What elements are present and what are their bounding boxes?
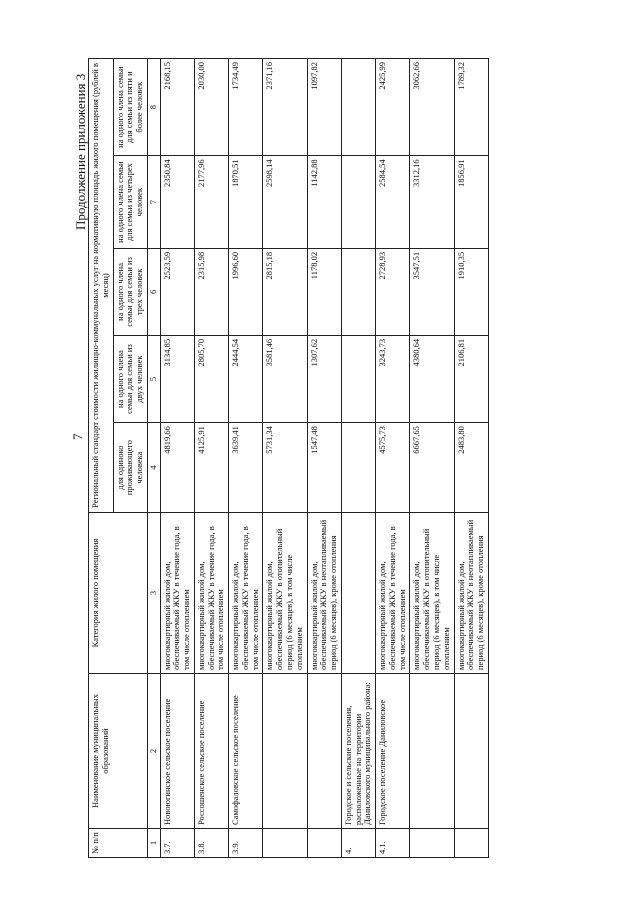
municipality-name <box>307 674 341 829</box>
standard-value: 1910,35 <box>454 248 488 335</box>
colnum-4: 4 <box>147 423 160 513</box>
housing-category: многоквартирный жилой дом, обеспечиваемый ЖКУ в неотапливаемый период (6 месяцев), кроме отопления <box>454 513 488 674</box>
colnum-7: 7 <box>147 156 160 249</box>
standard-value: 2728,93 <box>376 248 410 335</box>
colnum-6: 6 <box>147 248 160 335</box>
standard-value: 1307,62 <box>307 335 341 422</box>
standard-value: 2584,54 <box>376 156 410 249</box>
standard-value: 1856,91 <box>454 156 488 249</box>
subheader-8: на одного члена семьи для семьи из пяти и более человек <box>113 59 147 156</box>
standard-value: 1734,49 <box>229 59 263 156</box>
table-row <box>410 59 454 858</box>
table-row <box>160 59 194 858</box>
standard-value: 2168,15 <box>160 59 194 156</box>
municipality-name: Самофаловское сельское поселение <box>229 674 263 829</box>
standard-value: 2805,70 <box>194 335 228 422</box>
colnum-5: 5 <box>147 335 160 422</box>
table-row <box>454 59 488 858</box>
standard-value: 2815,18 <box>263 248 307 335</box>
standard-value: 3547,51 <box>410 248 454 335</box>
standard-value: 2523,59 <box>160 248 194 335</box>
housing-standard-table <box>88 58 489 858</box>
table-row <box>194 59 228 858</box>
rotated-table-container <box>88 58 598 858</box>
municipality-name: Городское и сельские поселения, расположенные на территории Даниловского муниципального района: <box>341 674 375 829</box>
housing-category: многоквартирный жилой дом, обеспечиваемый ЖКУ в неотапливаемый период (6 месяцев), кроме отопления <box>307 513 341 674</box>
housing-category: многоквартирный жилой дом, обеспечиваемый ЖКУ в течение года, в том числе отоплением <box>160 513 194 674</box>
row-number: 4.1. <box>376 829 410 858</box>
standard-value: 6667,65 <box>410 423 454 513</box>
row-number: 4. <box>341 829 375 858</box>
header-num: № п/п <box>89 829 148 858</box>
standard-value <box>341 423 375 513</box>
standard-value <box>341 335 375 422</box>
municipality-name <box>410 674 454 829</box>
housing-category: многоквартирный жилой дом, обеспечиваемый ЖКУ в течение года, в том числе отоплением <box>376 513 410 674</box>
table-row <box>229 59 263 858</box>
standard-value: 2350,84 <box>160 156 194 249</box>
row-number: 3.9. <box>229 829 263 858</box>
standard-value: 2483,80 <box>454 423 488 513</box>
standard-value: 2177,96 <box>194 156 228 249</box>
row-number: 3.7. <box>160 829 194 858</box>
subheader-4: для одиноко проживающего человека <box>113 423 147 513</box>
standard-value <box>341 248 375 335</box>
subheader-6: на одного члена семьи для семьи из трех человек <box>113 248 147 335</box>
table-row <box>307 59 341 858</box>
standard-value: 2106,81 <box>454 335 488 422</box>
table-body <box>160 59 488 858</box>
table-row <box>263 59 307 858</box>
municipality-name <box>454 674 488 829</box>
row-number <box>263 829 307 858</box>
standard-value: 3062,66 <box>410 59 454 156</box>
appendix-caption: Продолжение приложения 3 <box>73 73 88 230</box>
standard-value: 1789,32 <box>454 59 488 156</box>
subheader-5: на одного члена семьи для семьи из двух человек <box>113 335 147 422</box>
standard-value: 4380,64 <box>410 335 454 422</box>
header-name: Наименование муниципальных образований <box>89 674 148 829</box>
row-number <box>410 829 454 858</box>
standard-value: 2030,00 <box>194 59 228 156</box>
standard-value: 2598,14 <box>263 156 307 249</box>
standard-value <box>341 59 375 156</box>
standard-value: 4125,91 <box>194 423 228 513</box>
municipality-name: Новоюгинское сельское поселение <box>160 674 194 829</box>
standard-value: 3581,46 <box>263 335 307 422</box>
row-number <box>307 829 341 858</box>
standard-value: 1870,51 <box>229 156 263 249</box>
standard-value: 5731,34 <box>263 423 307 513</box>
housing-category: многоквартирный жилой дом, обеспечиваемый ЖКУ в отопительный период (6 месяцев), в том числе отоплением <box>263 513 307 674</box>
standard-value: 2315,98 <box>194 248 228 335</box>
municipality-name: Россошенское сельское поселение <box>194 674 228 829</box>
standard-value: 1996,60 <box>229 248 263 335</box>
standard-value: 1142,88 <box>307 156 341 249</box>
standard-value: 2444,54 <box>229 335 263 422</box>
standard-value: 4819,66 <box>160 423 194 513</box>
housing-category: многоквартирный жилой дом, обеспечиваемый ЖКУ в течение года, в том числе отоплением <box>194 513 228 674</box>
standard-value: 1178,02 <box>307 248 341 335</box>
table-row <box>376 59 410 858</box>
row-number: 3.8. <box>194 829 228 858</box>
header-group: Региональный стандарт стоимости жилищно-коммунальных услуг на нормативную площадь жилого помещения (рублей в месяц) <box>89 59 114 513</box>
colnum-8: 8 <box>147 59 160 156</box>
standard-value: 3639,41 <box>229 423 263 513</box>
standard-value: 2371,16 <box>263 59 307 156</box>
housing-category: многоквартирный жилой дом, обеспечиваемый ЖКУ в течение года, в том числе отоплением <box>229 513 263 674</box>
housing-category: многоквартирный жилой дом, обеспечиваемый ЖКУ в отопительный период (6 месяцев), в том числе отоплением <box>410 513 454 674</box>
standard-value: 3312,16 <box>410 156 454 249</box>
subheader-7: на одного члена семьи для семьи из четырех человек <box>113 156 147 249</box>
colnum-3: 3 <box>147 513 160 674</box>
standard-value: 1097,82 <box>307 59 341 156</box>
standard-value: 2425,99 <box>376 59 410 156</box>
table-row <box>341 59 375 858</box>
standard-value: 1547,48 <box>307 423 341 513</box>
municipality-name <box>263 674 307 829</box>
colnum-2: 2 <box>147 674 160 829</box>
colnum-1: 1 <box>147 829 160 858</box>
row-number <box>454 829 488 858</box>
standard-value: 3243,73 <box>376 335 410 422</box>
standard-value: 4575,73 <box>376 423 410 513</box>
municipality-name: Городское поселение Даниловское <box>376 674 410 829</box>
standard-value: 3134,85 <box>160 335 194 422</box>
page-number: 7 <box>70 433 85 440</box>
standard-value <box>341 156 375 249</box>
housing-category <box>341 513 375 674</box>
header-category: Категория жилого помещения <box>89 513 148 674</box>
